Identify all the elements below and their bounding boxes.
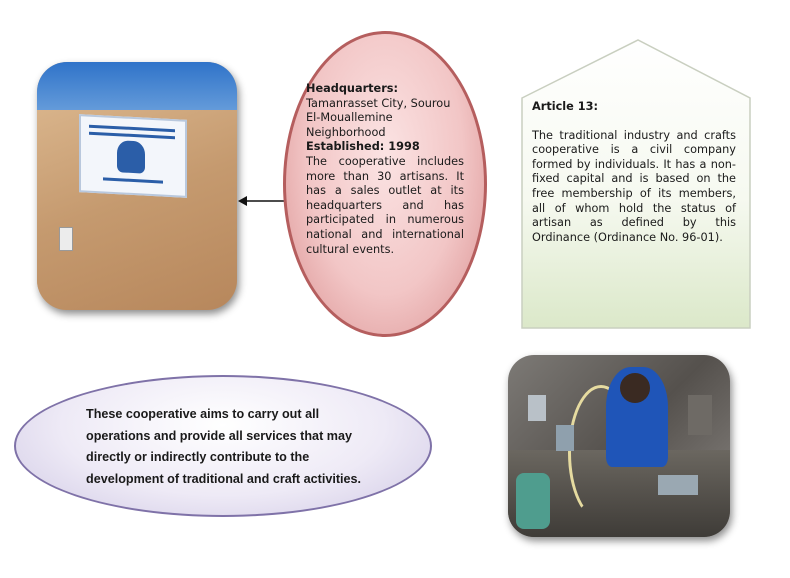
tool [688,395,712,435]
tool [556,425,574,451]
arrow-left-icon [236,194,286,208]
artisan-photo [508,355,730,537]
artisan-head [620,373,650,403]
aims-text: These cooperative aims to carry out all operations and provide all services that may directly or indirectly contribute to the development of traditional and craft activities. [86,407,362,486]
article-title: Article 13: [532,100,598,113]
article-body: The traditional industry and crafts cooperative is a civil company formed by individuals. It has a non-fixed capital and is based on the free membership of its members, all of whom hold the status of artisan as defined by this Ordinance (Ordinance No. 96-01). [532,128,736,244]
headquarters-building-photo [37,62,237,310]
wall-socket [59,227,73,251]
cooperative-sign [79,114,187,198]
gas-bottle [516,473,550,529]
established-label: Established: 1998 [306,140,420,154]
article-content [532,100,736,245]
headquarters-description: The cooperative includes more than 30 artisans. It has a sales outlet at its headquarters and has participated in numerous national and international cultural events. [306,154,464,256]
headquarters-address: Tamanrasset City, Sourou El-Mouallemine Neighborhood [306,96,451,139]
headquarters-label: Headquarters: [306,82,399,95]
tool [528,395,546,421]
headquarters-info [306,82,464,257]
tool [658,475,698,495]
sign-emblem-icon [117,140,145,173]
